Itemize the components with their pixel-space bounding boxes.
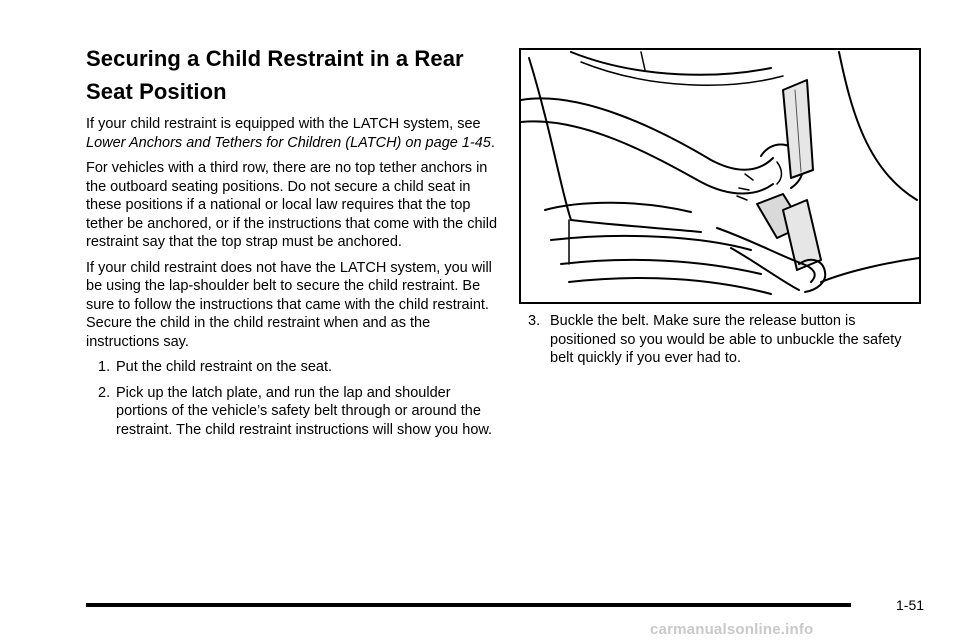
step-text: Buckle the belt. Make sure the release button is positioned so you would be able to unbuckle the safety belt quickly if you ever had to. xyxy=(550,313,902,366)
buckle-illustration xyxy=(519,48,921,304)
step-number: 2. xyxy=(98,384,111,401)
no-latch-paragraph: If your child restraint does not have the LATCH system, you will be using the lap-shoulder belt to secure the child restraint. Be sure to follow the instructions that came with the child restraint. Secure the child in the child restraint when and as the instructions say. xyxy=(86,259,492,350)
footer-rule xyxy=(86,603,851,607)
third-row-paragraph: For vehicles with a third row, there are no top tether anchors in the outboard seating positions. Do not secure a child seat in these positions if a national or local law requires that the top tether be anchored, or if the instructions that come with the child restraint say that the top strap must be anchored. xyxy=(86,160,498,250)
step-number: 3. xyxy=(528,313,541,329)
step-3 xyxy=(528,312,918,368)
page-number: 1-51 xyxy=(896,597,925,613)
right-column xyxy=(528,312,918,368)
step-text: Pick up the latch plate, and run the lap and shoulder portions of the vehicle’s safety belt through or around the restraint. The child restraint instructions will show you how. xyxy=(116,384,493,438)
left-column xyxy=(86,42,504,439)
step-2 xyxy=(86,384,504,440)
step-number: 1. xyxy=(98,359,111,375)
intro-paragraph xyxy=(86,115,504,152)
section-heading: Securing a Child Restraint in a Rear Seat Position xyxy=(86,46,464,104)
watermark: carmanualsonline.info xyxy=(650,621,814,638)
step-text: Put the child restraint on the seat. xyxy=(116,359,333,375)
intro-period: . xyxy=(490,134,495,151)
intro-text: If your child restraint is equipped with the LATCH system, see xyxy=(86,116,481,132)
step-1 xyxy=(86,358,504,377)
latch-cross-reference: Lower Anchors and Tethers for Children (LATCH) on page 1-45 xyxy=(86,134,491,151)
